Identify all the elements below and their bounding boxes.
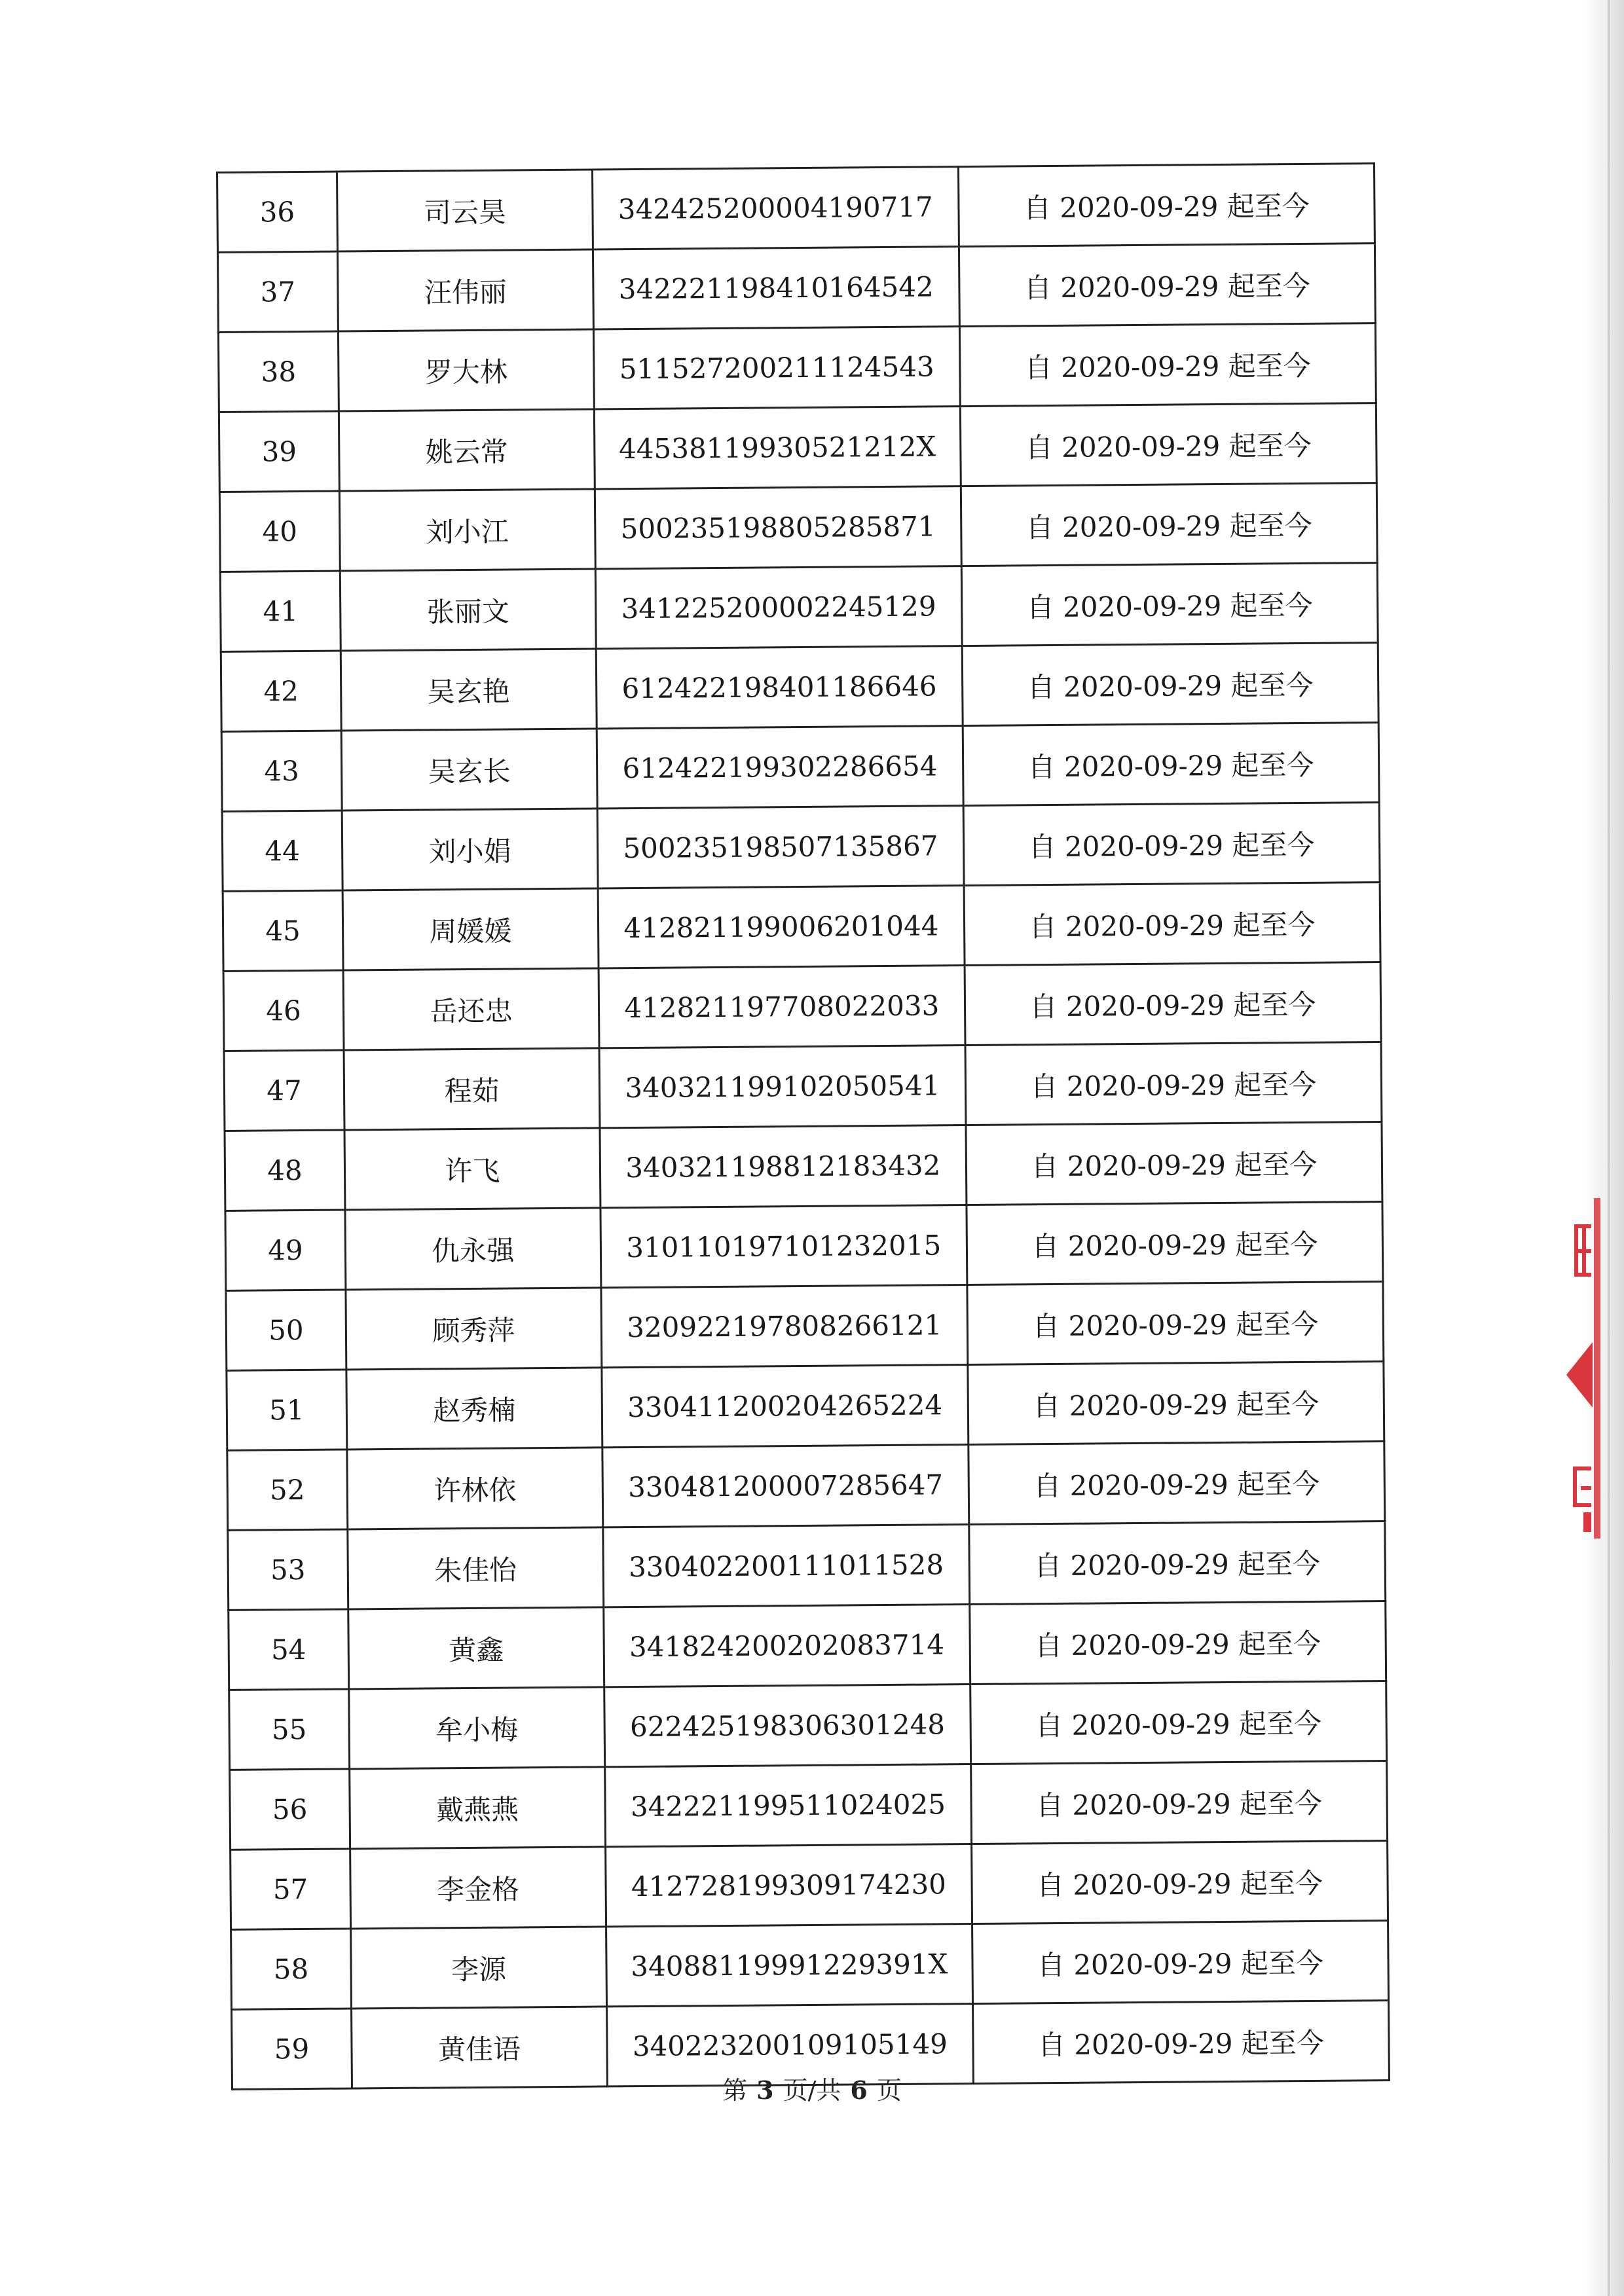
row-number-cell: 36	[217, 172, 338, 252]
id-number-cell: 342221199511024025	[605, 1764, 972, 1847]
row-number-cell: 41	[220, 571, 341, 651]
period-cell: 自 2020-09-29 起至今	[969, 1522, 1386, 1605]
period-cell: 自 2020-09-29 起至今	[961, 563, 1378, 646]
page-number-suffix: 页	[876, 2076, 902, 2105]
row-number-cell: 57	[231, 1849, 351, 1929]
name-cell: 程茹	[344, 1048, 600, 1130]
id-number-cell: 320922197808266121	[601, 1285, 968, 1368]
table-row	[217, 244, 1375, 333]
period-cell: 自 2020-09-29 起至今	[967, 1282, 1384, 1365]
period-cell: 自 2020-09-29 起至今	[959, 244, 1375, 327]
name-cell: 姚云常	[339, 409, 595, 491]
period-cell: 自 2020-09-29 起至今	[959, 323, 1376, 407]
period-cell: 自 2020-09-29 起至今	[969, 1601, 1386, 1685]
table-row	[230, 1761, 1388, 1850]
table-row	[226, 1282, 1384, 1371]
name-cell: 李源	[351, 1927, 607, 2009]
row-number-cell: 40	[219, 491, 340, 572]
name-cell: 牟小梅	[349, 1687, 605, 1769]
roster-table	[216, 162, 1390, 2090]
row-number-cell: 49	[225, 1210, 346, 1290]
row-number-cell: 43	[221, 731, 342, 811]
seal-stamp-fragment	[1564, 1198, 1606, 1539]
name-cell: 戴燕燕	[350, 1767, 606, 1849]
name-cell: 黄鑫	[348, 1607, 604, 1689]
page-number-prefix: 第	[722, 2076, 748, 2105]
row-number-cell: 51	[227, 1370, 347, 1450]
table-row	[228, 1522, 1386, 1611]
id-number-cell: 341225200002245129	[595, 566, 962, 649]
period-cell: 自 2020-09-29 起至今	[962, 643, 1378, 726]
row-number-cell: 37	[217, 251, 338, 332]
table-row	[223, 962, 1381, 1051]
row-number-cell: 45	[223, 890, 343, 971]
id-number-cell: 500235198507135867	[597, 806, 964, 888]
id-number-cell: 330481200007285647	[602, 1445, 969, 1527]
row-number-cell: 50	[226, 1290, 346, 1370]
id-number-cell: 612422198401186646	[596, 646, 963, 729]
id-number-cell: 340223200109105149	[606, 2004, 973, 2086]
id-number-cell: 44538119930521212X	[594, 407, 961, 489]
table-row	[231, 1921, 1389, 2010]
table-row	[218, 323, 1376, 412]
name-cell: 李金格	[350, 1847, 606, 1929]
period-cell: 自 2020-09-29 起至今	[960, 403, 1376, 486]
period-cell: 自 2020-09-29 起至今	[958, 164, 1375, 247]
name-cell: 许林依	[347, 1448, 603, 1529]
page-number-total: 6	[850, 2075, 868, 2105]
row-number-cell: 47	[224, 1050, 344, 1131]
name-cell: 吴玄长	[341, 729, 597, 811]
row-number-cell: 39	[219, 411, 339, 492]
table-row	[222, 803, 1380, 892]
roster-table-body	[217, 164, 1390, 2090]
name-cell: 周媛媛	[342, 888, 599, 970]
row-number-cell: 55	[229, 1689, 350, 1770]
period-cell: 自 2020-09-29 起至今	[967, 1202, 1383, 1285]
name-cell: 刘小娟	[342, 809, 598, 890]
row-number-cell: 59	[232, 2009, 352, 2089]
name-cell: 汪伟丽	[337, 249, 593, 331]
id-number-cell: 511527200211124543	[593, 327, 960, 409]
period-cell: 自 2020-09-29 起至今	[963, 803, 1380, 886]
page-edge-line	[1608, 0, 1610, 2296]
row-number-cell: 52	[227, 1449, 348, 1530]
row-number-cell: 54	[229, 1609, 349, 1690]
id-number-cell: 500235198805285871	[595, 486, 961, 569]
table-row	[217, 164, 1375, 253]
row-number-cell: 38	[218, 331, 339, 412]
name-cell: 罗大林	[338, 329, 594, 411]
period-cell: 自 2020-09-29 起至今	[972, 1921, 1388, 2004]
table-row	[223, 883, 1380, 972]
name-cell: 赵秀楠	[346, 1368, 602, 1449]
table-row	[220, 563, 1378, 652]
table-row	[219, 483, 1377, 572]
row-number-cell: 53	[228, 1529, 348, 1610]
table-row	[224, 1042, 1382, 1131]
period-cell: 自 2020-09-29 起至今	[964, 883, 1380, 966]
table-row	[225, 1202, 1383, 1291]
table-row	[231, 1841, 1388, 1930]
period-cell: 自 2020-09-29 起至今	[970, 1761, 1387, 1844]
period-cell: 自 2020-09-29 起至今	[969, 1442, 1385, 1525]
id-number-cell: 612422199302286654	[597, 726, 963, 809]
page-edge	[1585, 0, 1624, 2296]
page-number	[0, 2070, 1624, 2106]
name-cell: 仇永强	[345, 1208, 601, 1290]
id-number-cell: 342221198410164542	[593, 247, 959, 329]
table-row	[221, 643, 1378, 732]
period-cell: 自 2020-09-29 起至今	[966, 1122, 1382, 1205]
id-number-cell: 412821197708022033	[599, 966, 965, 1048]
name-cell: 吴玄艳	[341, 649, 597, 731]
id-number-cell: 330411200204265224	[602, 1365, 969, 1448]
table-row	[227, 1362, 1384, 1451]
period-cell: 自 2020-09-29 起至今	[965, 962, 1381, 1046]
row-number-cell: 46	[223, 970, 344, 1051]
period-cell: 自 2020-09-29 起至今	[961, 483, 1377, 566]
period-cell: 自 2020-09-29 起至今	[971, 1841, 1388, 1924]
period-cell: 自 2020-09-29 起至今	[963, 723, 1379, 806]
row-number-cell: 44	[222, 811, 342, 891]
id-number-cell: 330402200111011528	[603, 1525, 970, 1607]
name-cell: 张丽文	[340, 569, 596, 651]
name-cell: 刘小江	[339, 489, 595, 571]
id-number-cell: 412728199309174230	[606, 1844, 972, 1927]
row-number-cell: 48	[225, 1130, 345, 1211]
id-number-cell: 622425198306301248	[604, 1685, 971, 1767]
id-number-cell: 34088119991229391X	[606, 1924, 972, 2007]
id-number-cell: 342425200004190717	[592, 167, 959, 249]
row-number-cell: 58	[231, 1929, 352, 2009]
id-number-cell: 340321199102050541	[599, 1046, 966, 1128]
table-row	[219, 403, 1376, 492]
name-cell: 许飞	[344, 1128, 600, 1210]
id-number-cell: 412821199006201044	[598, 886, 965, 968]
period-cell: 自 2020-09-29 起至今	[970, 1681, 1386, 1764]
table-row	[225, 1122, 1382, 1211]
row-number-cell: 56	[230, 1769, 350, 1850]
table-row	[221, 723, 1379, 812]
name-cell: 朱佳怡	[348, 1527, 604, 1609]
seal-stamp-marks	[1566, 1198, 1600, 1539]
page-number-current: 3	[756, 2075, 774, 2105]
period-cell: 自 2020-09-29 起至今	[965, 1042, 1382, 1125]
id-number-cell: 340321198812183432	[600, 1125, 967, 1208]
page-number-middle: 页/共	[783, 2076, 841, 2105]
table-row	[229, 1601, 1386, 1690]
name-cell: 岳还忠	[343, 968, 599, 1050]
row-number-cell: 42	[221, 651, 341, 731]
id-number-cell: 310110197101232015	[600, 1205, 967, 1288]
name-cell: 顾秀萍	[346, 1288, 602, 1370]
name-cell: 司云昊	[337, 170, 593, 251]
table-row	[229, 1681, 1387, 1770]
table-row	[227, 1442, 1385, 1531]
period-cell: 自 2020-09-29 起至今	[968, 1362, 1384, 1445]
period-cell: 自 2020-09-29 起至今	[972, 2001, 1389, 2084]
name-cell: 黄佳语	[351, 2007, 607, 2088]
id-number-cell: 341824200202083714	[604, 1605, 970, 1687]
